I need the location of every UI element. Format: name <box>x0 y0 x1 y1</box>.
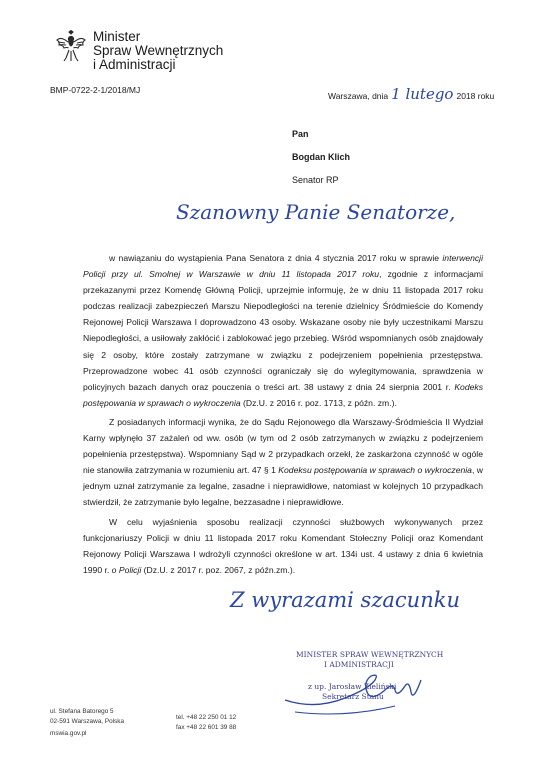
stamp-line2: I ADMINISTRACJI <box>324 660 394 669</box>
handwritten-closing: Z wyrazami szacunku <box>230 588 460 612</box>
stamp-line4: Sekretarz Stanu <box>322 692 384 701</box>
footer-website: mswia.gov.pl <box>50 730 87 737</box>
footer-fax: fax +48 22 601 39 88 <box>176 724 237 731</box>
footer-telephone: tel. +48 22 250 01 12 <box>176 714 237 721</box>
handwritten-date: 1 lutego <box>391 85 454 103</box>
signature-icon <box>275 640 425 720</box>
body-paragraph-2: Z posiadanych informacji wynika, że do Sądu Rejonowego dla Warszawy-Śródmieścia II Wydział Karny wpłynęło 37 zażaleń od ww. osób (w tym od 2 osób zatrzymanych w związku z podejrzeniem popełnienia przestępstwa). Wspomniany Sąd w 2 przypadkach orzekł, że zaskarżona czynność w ogóle nie stanowiła zatrzymania w rozumieniu art. 47 § 1 Kodeksu postępowania w sprawach o wykroczenia, w jednym uznał zatrzymanie za legalne, zasadne i nieprawidłowe, natomiast w kolejnych 10 przypadkach stwierdził, że zatrzymanie było legalne, bezzasadne i nieprawidłowe. <box>83 416 483 508</box>
stamp-line3: z up. Jarosław Zieliński <box>308 682 397 691</box>
stamp-line1: MINISTER SPRAW WEWNĘTRZNYCH <box>296 650 444 659</box>
letter-body <box>83 250 483 578</box>
addressee-title: Pan <box>292 129 309 139</box>
footer-address-line2: 02-591 Warszawa, Polska <box>50 718 124 725</box>
footer-address-line1: ul. Stefana Batorego 5 <box>50 708 114 715</box>
dateline-place: Warszawa, dnia <box>328 91 389 101</box>
body-paragraph-1: w nawiązaniu do wystąpienia Pana Senatora z dnia 4 stycznia 2017 roku w sprawie interwencji Policji przy ul. Smolnej w Warszawie w dniu 11 listopada 2017 roku, zgodnie z informacjami przekazanymi przez Komendę Główną Policji, uprzejmie informuję, że w dniu 11 listopada 2017 roku podczas realizacji zabezpieczeń Marszu Niepodległości na terenie dzielnicy Śródmieście do Komendy Rejonowej Policji Warszawa I doprowadzono 43 osoby. Wskazane osoby nie były uczestnikami Marszu Niepodległości, a usiłowały zakłócić i zablokować jego przebieg. Wśród wspomnianych osób znajdowały się 2 osoby, które zostały zatrzymane w związku z podejrzeniem popełnienia przestępstwa. Przeprowadzone wobec 41 osób czynności ograniczały się do wylegitymowania, sprawdzenia w policyjnych bazach danych oraz pouczenia o treści art. 38 ustawy z dnia 24 sierpnia 2001 r. Kodeks postępowania w sprawach o wykroczenia (Dz.U. z 2016 r. poz. 1713, z późn. zm.). <box>83 253 483 408</box>
handwritten-salutation: Szanowny Panie Senatorze, <box>176 200 456 224</box>
addressee-position: Senator RP <box>292 175 339 185</box>
ministry-name-line2: Spraw Wewnętrznych <box>93 43 224 58</box>
dateline <box>328 85 494 103</box>
reference-number: BMP-0722-2-1/2018/MJ <box>50 85 141 95</box>
dateline-year: 2018 roku <box>456 91 495 101</box>
ministry-name-line3: i Administracji <box>93 57 176 72</box>
body-paragraph-3: W celu wyjaśnienia sposobu realizacji czynności służbowych wykonywanych przez funkcjonariuszy Policji w dniu 11 listopada 2017 roku Komendant Stołeczny Policji oraz Komendant Rejonowy Policji Warszawa I wdrożyli czynności określone w art. 134i ust. 4 ustawy z dnia 6 kwietnia 1990 r. o Policji (Dz.U. z 2017 r. poz. 2067, z późn.zm.). <box>83 516 483 575</box>
polish-eagle-icon <box>56 30 86 64</box>
ministry-name-line1: Minister <box>93 29 141 44</box>
addressee-name: Bogdan Klich <box>292 152 350 162</box>
